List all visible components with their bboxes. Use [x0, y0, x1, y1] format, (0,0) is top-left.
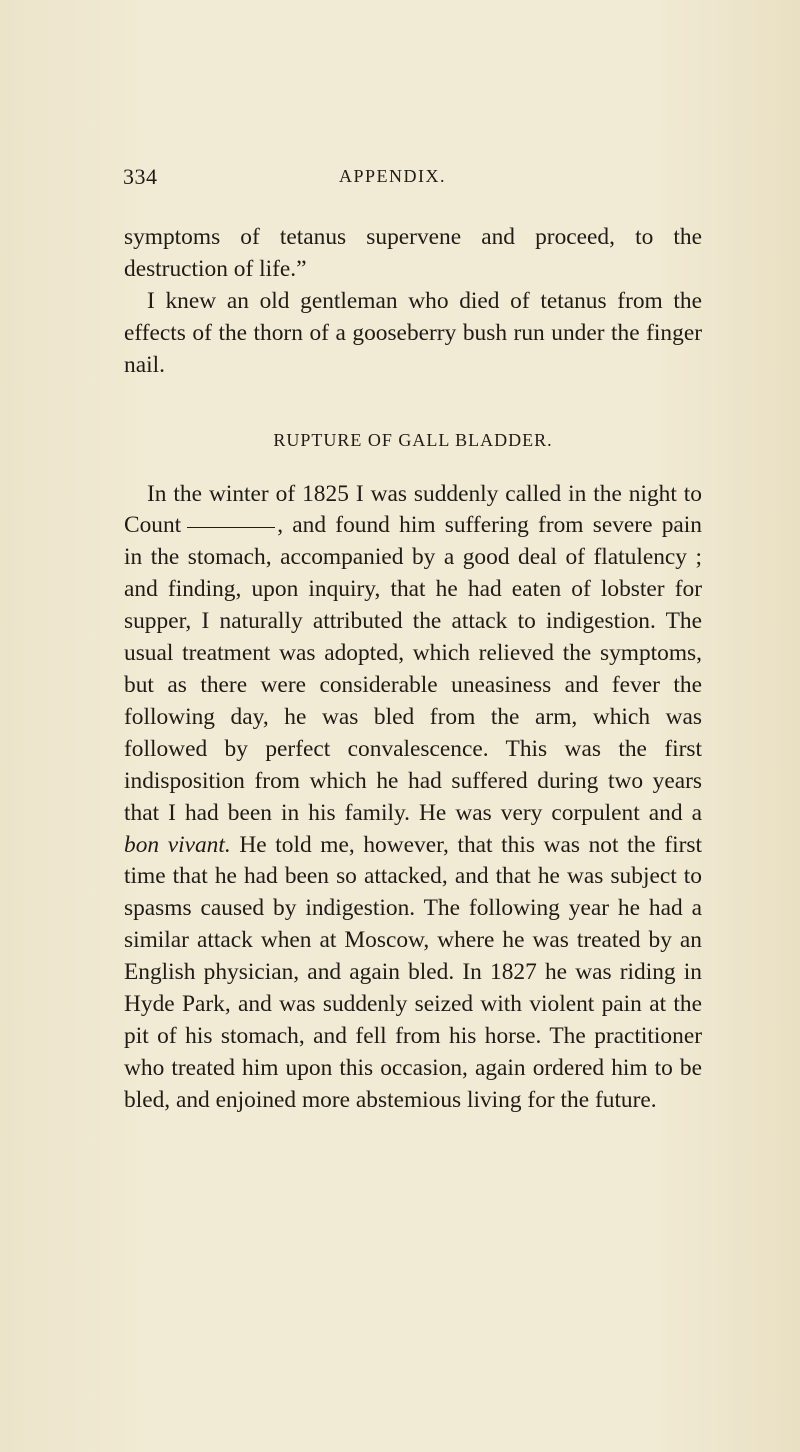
- paragraph-tetanus-anecdote: I knew an old gentleman who died of tetanus from the effects of the thorn of a gooseberry bush run under the finger nail.: [124, 287, 702, 378]
- italic-phrase: bon vivant.: [124, 831, 231, 858]
- paragraph-text-part1: In the winter of 1825 I was suddenly called in the night to Count: [124, 480, 702, 539]
- running-head: [123, 164, 703, 194]
- paragraph-gall-bladder: [124, 479, 702, 1117]
- redacted-name-dash: [187, 527, 275, 528]
- paragraph-text-part3: He told me, however, that this was not the first time that he had been so attacked, and that he was subject to spasms caused by indigestion. The following year he had a similar attack when at Moscow, where he was treated by an English physician, and again bled. In 1827 he was riding in Hyde Park, and was suddenly seized with violent pain at the pit of his stomach, and fell from his horse. The practitioner who treated him upon this occasion, again ordered him to be bled, and enjoined more abstemious living for the future.: [124, 831, 703, 1113]
- section-heading: RUPTURE OF GALL BLADDER.: [273, 429, 553, 450]
- paragraph-text-part2: , and found him suffering from severe pain in the stomach, accompanied by a good deal of flatulency ; and finding, upon inquiry, that he had eaten of lobster for supper, I naturally attributed the attack to indigestion. The usual treatment was adopted, which relieved the symptoms, but as there were considerable uneasiness and fever the following day, he was bled from the arm, which was followed by perfect convalescence. This was the first indisposition from which he had suffered during two years that I had been in his family. He was very corpulent and a: [124, 512, 702, 826]
- body-text: [124, 222, 702, 1117]
- paragraph-continuation: symptoms of tetanus supervene and proceed, to the destruction of life.”: [124, 224, 702, 282]
- running-title: APPENDIX.: [339, 166, 447, 186]
- page-number: 334: [123, 164, 158, 189]
